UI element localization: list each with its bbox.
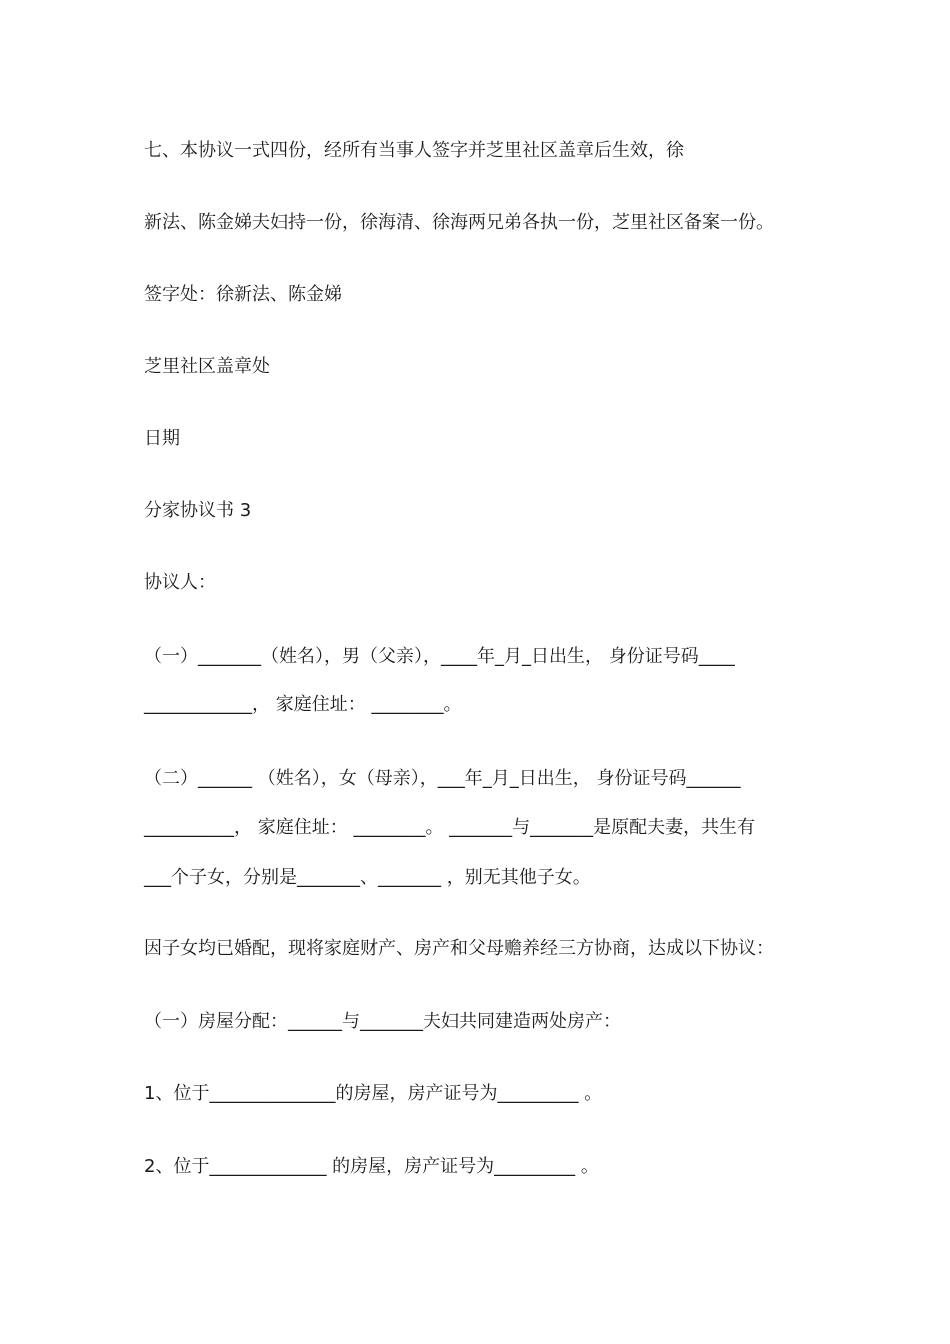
- parties-label: 协议人：: [144, 572, 216, 593]
- clause-seven-line-2: 新法、陈金娣夫妇持一份，徐海清、徐海两兄弟各执一份，芝里社区备案一份。: [144, 212, 774, 233]
- party-one-line-1: （一）_______（姓名），男（父亲），____年_月_日出生， 身份证号码____: [144, 646, 735, 667]
- party-one-line-2: ____________， 家庭住址： ________。: [144, 694, 462, 715]
- clause-seven-line-1: 七、本协议一式四份，经所有当事人签字并芝里社区盖章后生效，徐: [144, 140, 684, 161]
- community-seal-line: 芝里社区盖章处: [144, 356, 270, 377]
- signature-line: 签字处：徐新法、陈金娣: [144, 284, 342, 305]
- house-allocation-heading: （一）房屋分配：______与_______夫妇共同建造两处房产：: [144, 1011, 621, 1032]
- section-title: 分家协议书 3: [144, 500, 252, 521]
- party-two-line-1: （二）______ （姓名），女（母亲），___年_月_日出生， 身份证号码______: [144, 768, 741, 789]
- house-item-1: 1、位于______________的房屋，房产证号为_________ 。: [144, 1083, 603, 1104]
- agreement-intro: 因子女均已婚配，现将家庭财产、房产和父母赡养经三方协商，达成以下协议：: [144, 938, 774, 959]
- party-two-line-2: __________， 家庭住址： ________。 _______与_______是原配夫妻，共生有: [144, 817, 756, 838]
- party-two-line-3: ___个子女，分别是_______、_______ ，别无其他子女。: [144, 867, 591, 888]
- house-item-2: 2、位于_____________ 的房屋，房产证号为_________ 。: [144, 1156, 599, 1177]
- date-line: 日期: [144, 428, 180, 449]
